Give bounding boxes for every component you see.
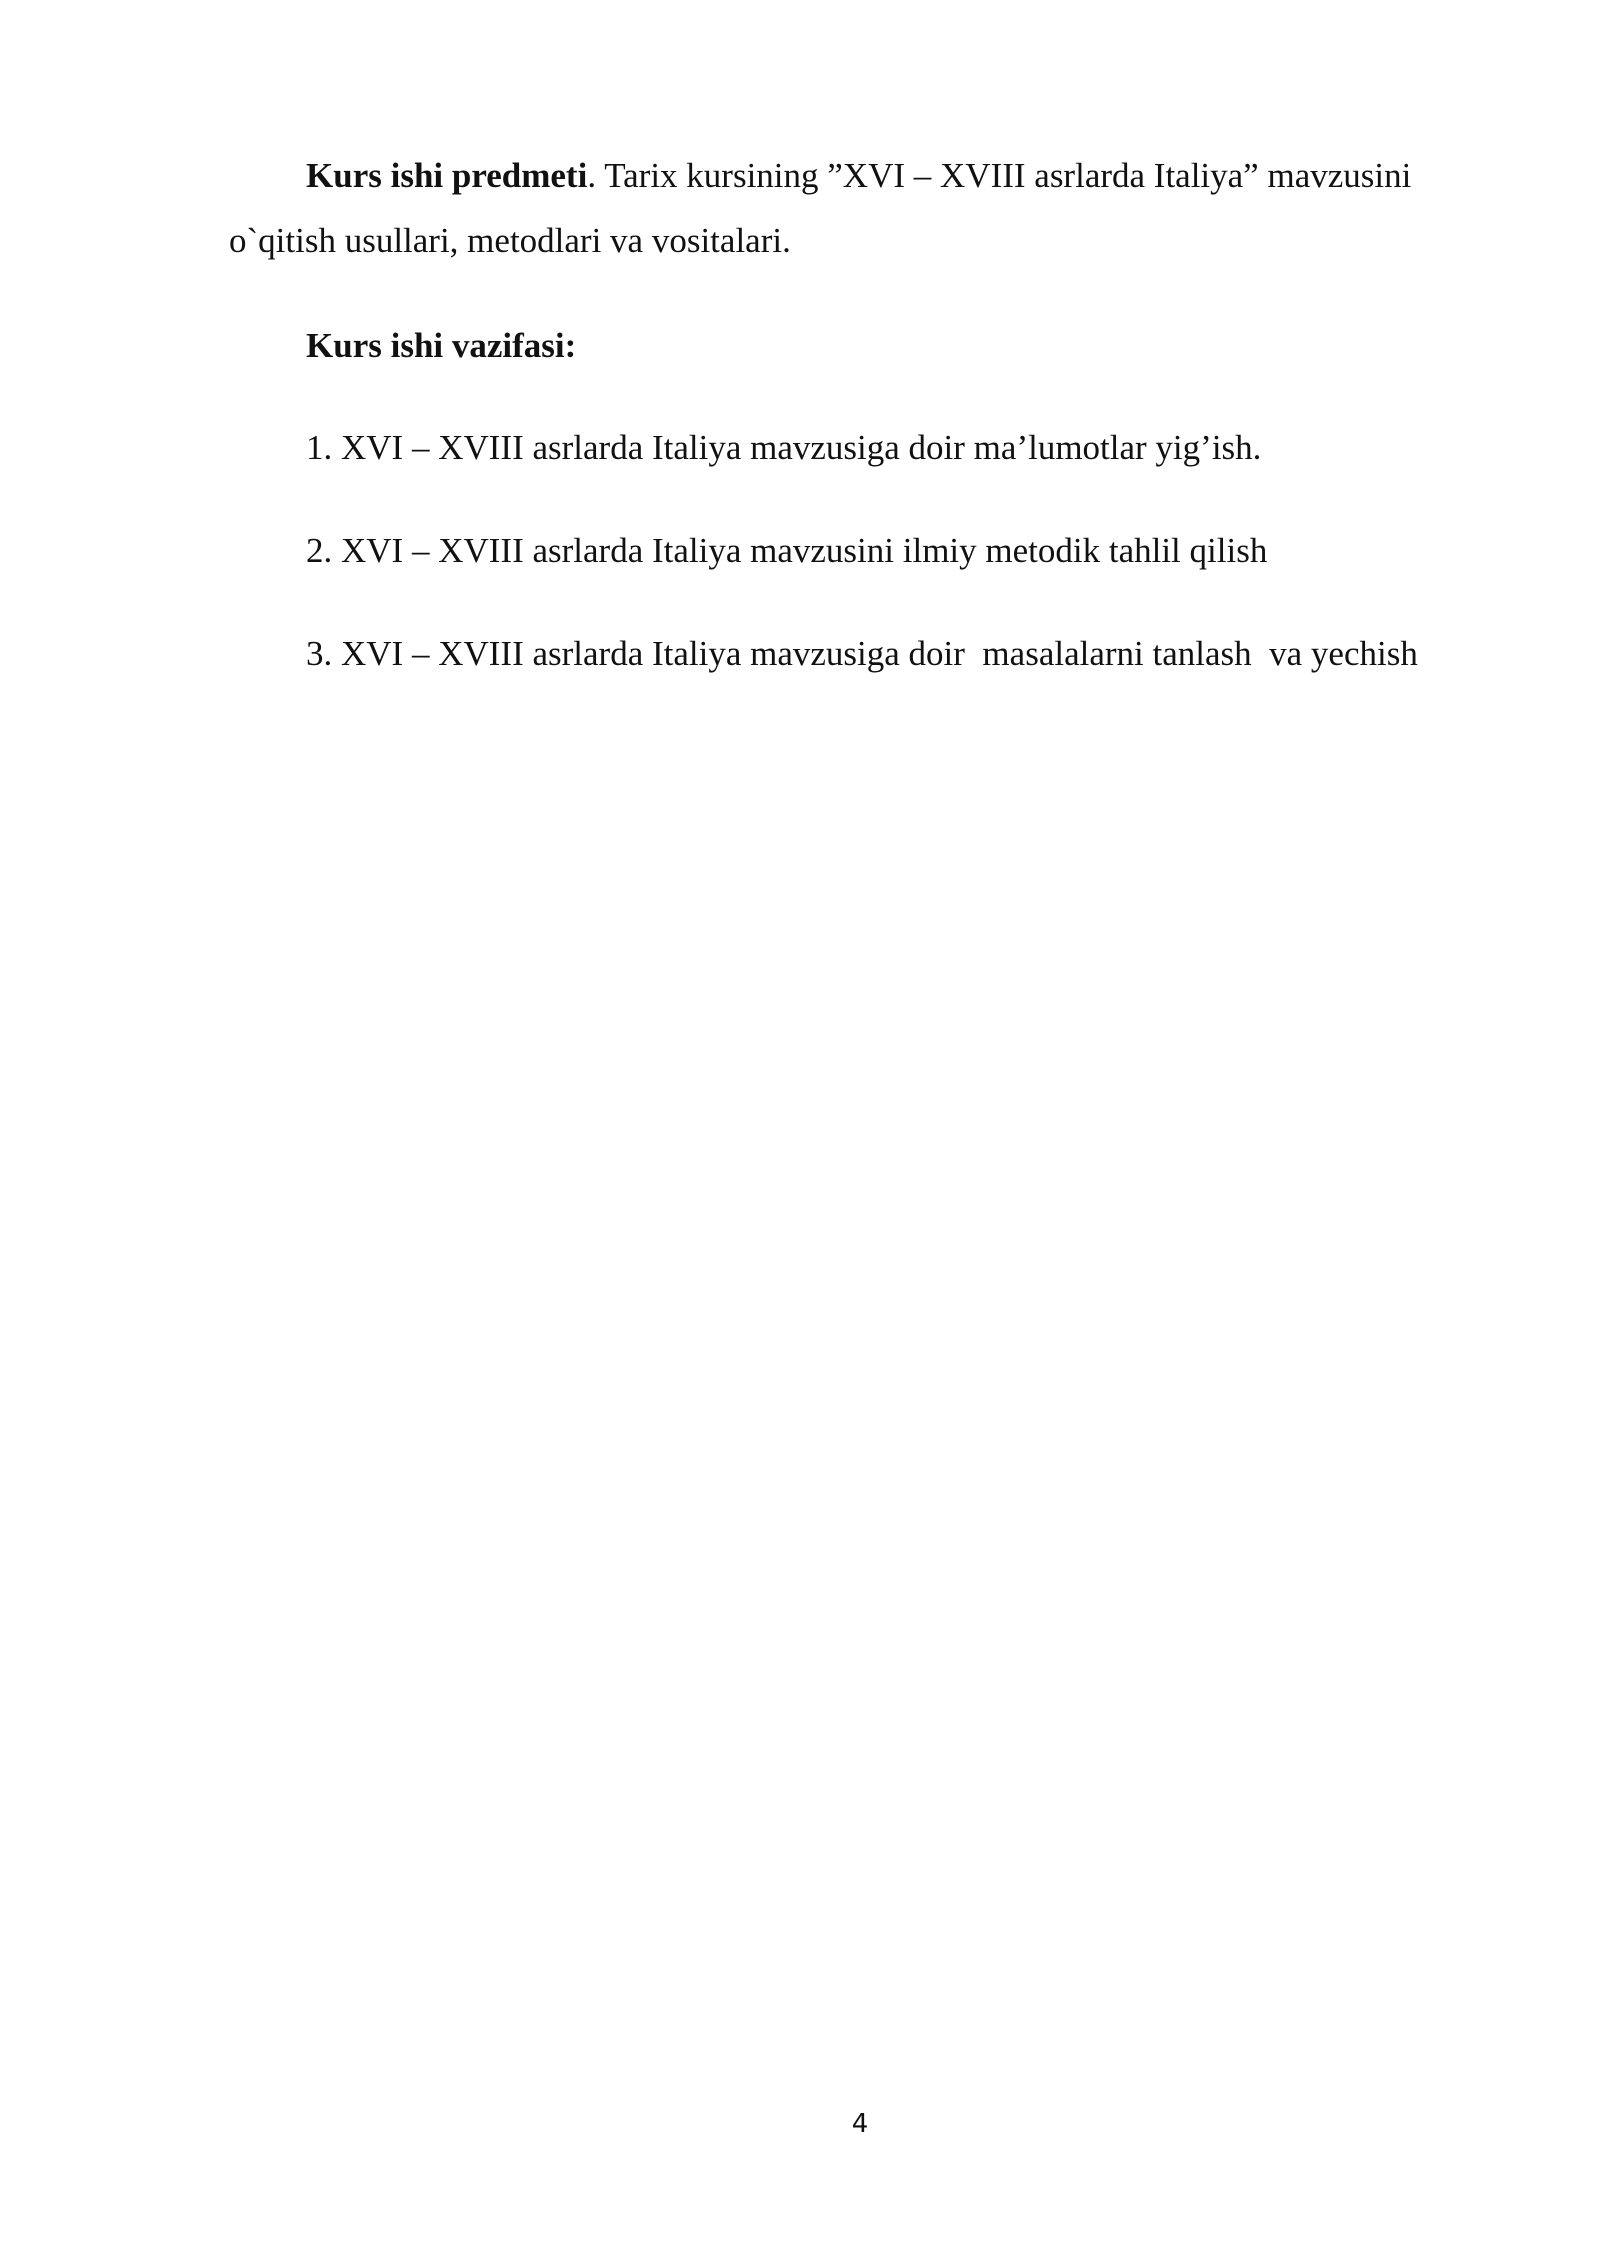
page-number: 4 [851, 2109, 869, 2139]
task-item-1: 1. XVI – XVIII asrlarda Italiya mavzusiga doir ma’lumotlar yig’ish. [306, 428, 1262, 467]
task-item-3: 3. XVI – XVIII asrlarda Italiya mavzusiga doir masalalarni tanlash va yechish [306, 634, 1418, 673]
tasks-heading: Kurs ishi vazifasi: [306, 326, 577, 365]
subject-label: Kurs ishi predmeti [306, 156, 588, 195]
subject-paragraph-line-1 [306, 153, 1411, 199]
subject-text: . Tarix kursining ”XVI – XVIII asrlarda Italiya” mavzusini [587, 156, 1412, 195]
task-item-2: 2. XVI – XVIII asrlarda Italiya mavzusini ilmiy metodik tahlil qilish [306, 531, 1268, 570]
subject-paragraph-line-2: o`qitish usullari, metodlari va vositalari. [229, 221, 791, 260]
